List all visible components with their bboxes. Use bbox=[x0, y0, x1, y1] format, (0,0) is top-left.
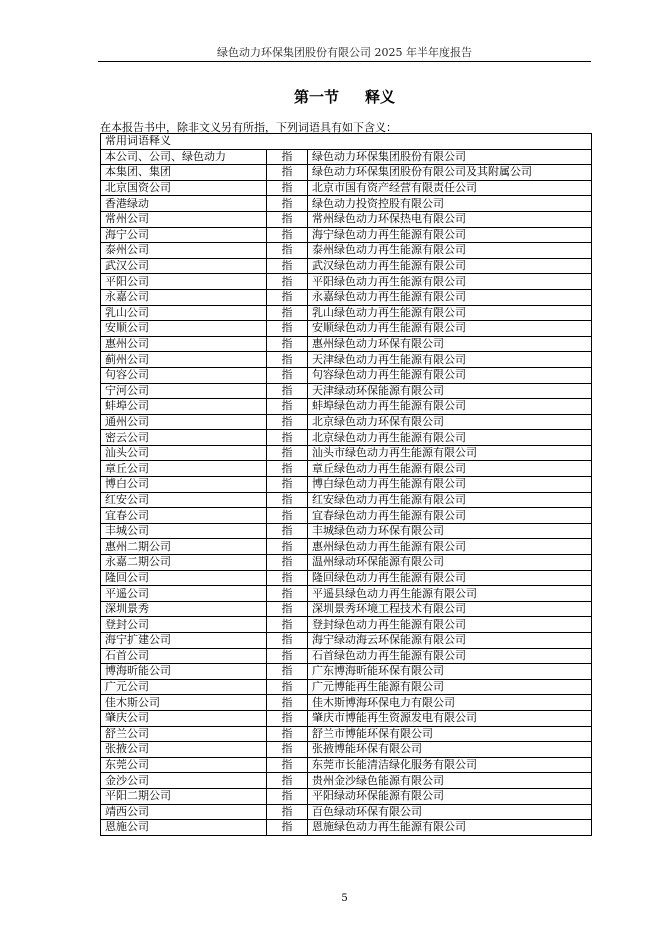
term-cell: 平遥公司 bbox=[101, 586, 267, 602]
zhi-cell: 指 bbox=[267, 196, 308, 212]
table-row bbox=[101, 820, 592, 836]
definition-cell: 海宁绿色动力再生能源有限公司 bbox=[308, 227, 592, 243]
definition-cell: 温州绿动环保能源有限公司 bbox=[308, 555, 592, 571]
definition-cell: 乳山绿色动力再生能源有限公司 bbox=[308, 305, 592, 321]
definition-cell: 北京绿色动力环保有限公司 bbox=[308, 414, 592, 430]
zhi-cell: 指 bbox=[267, 788, 308, 804]
zhi-cell: 指 bbox=[267, 211, 308, 227]
term-cell: 博海昕能公司 bbox=[101, 664, 267, 680]
term-cell: 红安公司 bbox=[101, 492, 267, 508]
definition-cell: 深圳景秀环境工程技术有限公司 bbox=[308, 601, 592, 617]
definition-cell: 广东博海昕能环保有限公司 bbox=[308, 664, 592, 680]
zhi-cell: 指 bbox=[267, 757, 308, 773]
definition-cell: 平阳绿色动力再生能源有限公司 bbox=[308, 274, 592, 290]
term-cell: 安顺公司 bbox=[101, 321, 267, 337]
zhi-cell: 指 bbox=[267, 523, 308, 539]
definition-cell: 石首绿色动力再生能源有限公司 bbox=[308, 648, 592, 664]
table-row bbox=[101, 352, 592, 368]
table-row bbox=[101, 539, 592, 555]
definition-cell: 百色绿动环保有限公司 bbox=[308, 804, 592, 820]
zhi-cell: 指 bbox=[267, 820, 308, 836]
zhi-cell: 指 bbox=[267, 804, 308, 820]
zhi-cell: 指 bbox=[267, 555, 308, 571]
section-number: 第一节 bbox=[293, 88, 339, 106]
zhi-cell: 指 bbox=[267, 710, 308, 726]
table-row bbox=[101, 804, 592, 820]
table-row bbox=[101, 601, 592, 617]
term-cell: 广元公司 bbox=[101, 679, 267, 695]
zhi-cell: 指 bbox=[267, 165, 308, 181]
definition-cell: 北京市国有资产经营有限责任公司 bbox=[308, 180, 592, 196]
table-row bbox=[101, 258, 592, 274]
zhi-cell: 指 bbox=[267, 352, 308, 368]
definition-cell: 武汉绿色动力再生能源有限公司 bbox=[308, 258, 592, 274]
table-row bbox=[101, 648, 592, 664]
zhi-cell: 指 bbox=[267, 508, 308, 524]
definition-cell: 肇庆市博能再生资源发电有限公司 bbox=[308, 710, 592, 726]
definition-cell: 永嘉绿色动力再生能源有限公司 bbox=[308, 289, 592, 305]
term-cell: 本集团、集团 bbox=[101, 165, 267, 181]
table-row bbox=[101, 165, 592, 181]
zhi-cell: 指 bbox=[267, 258, 308, 274]
report-header: 绿色动力环保集团股份有限公司 2025 年半年度报告 bbox=[217, 46, 472, 59]
zhi-cell: 指 bbox=[267, 664, 308, 680]
zhi-cell: 指 bbox=[267, 336, 308, 352]
zhi-cell: 指 bbox=[267, 539, 308, 555]
table-row bbox=[101, 477, 592, 493]
term-cell: 密云公司 bbox=[101, 430, 267, 446]
term-cell: 句容公司 bbox=[101, 367, 267, 383]
table-caption: 常用词语释义 bbox=[101, 134, 592, 150]
zhi-cell: 指 bbox=[267, 601, 308, 617]
term-cell: 肇庆公司 bbox=[101, 710, 267, 726]
table-row bbox=[101, 305, 592, 321]
term-cell: 博白公司 bbox=[101, 477, 267, 493]
table-row bbox=[101, 555, 592, 571]
definition-cell: 绿色动力环保集团股份有限公司及其附属公司 bbox=[308, 165, 592, 181]
table-row bbox=[101, 149, 592, 165]
term-cell: 海宁扩建公司 bbox=[101, 633, 267, 649]
term-cell: 东莞公司 bbox=[101, 757, 267, 773]
zhi-cell: 指 bbox=[267, 399, 308, 415]
intro-text: 在本报告书中，除非文义另有所指，下列词语具有如下含义： bbox=[100, 121, 397, 134]
zhi-cell: 指 bbox=[267, 305, 308, 321]
table-row bbox=[101, 196, 592, 212]
definition-cell: 安顺绿色动力再生能源有限公司 bbox=[308, 321, 592, 337]
term-cell: 惠州二期公司 bbox=[101, 539, 267, 555]
definition-cell: 恩施绿色动力再生能源有限公司 bbox=[308, 820, 592, 836]
definition-cell: 平遥县绿色动力再生能源有限公司 bbox=[308, 586, 592, 602]
definition-cell: 章丘绿色动力再生能源有限公司 bbox=[308, 461, 592, 477]
term-cell: 北京国资公司 bbox=[101, 180, 267, 196]
table-row bbox=[101, 399, 592, 415]
table-row bbox=[101, 523, 592, 539]
definition-cell: 舒兰市博能环保有限公司 bbox=[308, 726, 592, 742]
zhi-cell: 指 bbox=[267, 274, 308, 290]
zhi-cell: 指 bbox=[267, 383, 308, 399]
zhi-cell: 指 bbox=[267, 742, 308, 758]
term-cell: 平阳二期公司 bbox=[101, 788, 267, 804]
term-cell: 宜春公司 bbox=[101, 508, 267, 524]
definition-cell: 贵州金沙绿色能源有限公司 bbox=[308, 773, 592, 789]
table-row bbox=[101, 336, 592, 352]
section-name: 释义 bbox=[365, 88, 396, 106]
term-cell: 武汉公司 bbox=[101, 258, 267, 274]
header-rule bbox=[98, 61, 591, 62]
table-row bbox=[101, 445, 592, 461]
definition-cell: 广元博能再生能源有限公司 bbox=[308, 679, 592, 695]
term-cell: 常州公司 bbox=[101, 211, 267, 227]
table-row bbox=[101, 586, 592, 602]
table-row bbox=[101, 695, 592, 711]
table-row bbox=[101, 274, 592, 290]
zhi-cell: 指 bbox=[267, 633, 308, 649]
table-row bbox=[101, 430, 592, 446]
definition-cell: 绿色动力投资控股有限公司 bbox=[308, 196, 592, 212]
term-cell: 石首公司 bbox=[101, 648, 267, 664]
zhi-cell: 指 bbox=[267, 492, 308, 508]
zhi-cell: 指 bbox=[267, 430, 308, 446]
term-cell: 深圳景秀 bbox=[101, 601, 267, 617]
table-row bbox=[101, 289, 592, 305]
definition-cell: 句容绿色动力再生能源有限公司 bbox=[308, 367, 592, 383]
table-row bbox=[101, 633, 592, 649]
term-cell: 金沙公司 bbox=[101, 773, 267, 789]
table-row bbox=[101, 461, 592, 477]
table-row bbox=[101, 757, 592, 773]
definition-cell: 丰城绿色动力环保有限公司 bbox=[308, 523, 592, 539]
table-caption-row bbox=[101, 134, 592, 150]
definition-cell: 天津绿动环保能源有限公司 bbox=[308, 383, 592, 399]
term-cell: 章丘公司 bbox=[101, 461, 267, 477]
definition-cell: 宜春绿色动力再生能源有限公司 bbox=[308, 508, 592, 524]
zhi-cell: 指 bbox=[267, 289, 308, 305]
term-cell: 张掖公司 bbox=[101, 742, 267, 758]
term-cell: 蓟州公司 bbox=[101, 352, 267, 368]
zhi-cell: 指 bbox=[267, 243, 308, 259]
zhi-cell: 指 bbox=[267, 648, 308, 664]
zhi-cell: 指 bbox=[267, 180, 308, 196]
table-row bbox=[101, 679, 592, 695]
zhi-cell: 指 bbox=[267, 477, 308, 493]
definition-cell: 登封绿色动力再生能源有限公司 bbox=[308, 617, 592, 633]
term-cell: 靖西公司 bbox=[101, 804, 267, 820]
term-cell: 恩施公司 bbox=[101, 820, 267, 836]
table-row bbox=[101, 742, 592, 758]
term-cell: 通州公司 bbox=[101, 414, 267, 430]
definition-cell: 海宁绿动海云环保能源有限公司 bbox=[308, 633, 592, 649]
definition-cell: 平阳绿动环保能源有限公司 bbox=[308, 788, 592, 804]
term-cell: 惠州公司 bbox=[101, 336, 267, 352]
definition-cell: 隆回绿色动力再生能源有限公司 bbox=[308, 570, 592, 586]
definition-cell: 张掖博能环保有限公司 bbox=[308, 742, 592, 758]
definition-cell: 北京绿色动力再生能源有限公司 bbox=[308, 430, 592, 446]
definition-cell: 惠州绿色动力环保有限公司 bbox=[308, 336, 592, 352]
zhi-cell: 指 bbox=[267, 695, 308, 711]
zhi-cell: 指 bbox=[267, 461, 308, 477]
definition-cell: 汕头市绿色动力再生能源有限公司 bbox=[308, 445, 592, 461]
term-cell: 永嘉公司 bbox=[101, 289, 267, 305]
table-row bbox=[101, 726, 592, 742]
definition-cell: 东莞市长能清洁绿化服务有限公司 bbox=[308, 757, 592, 773]
definition-cell: 绿色动力环保集团股份有限公司 bbox=[308, 149, 592, 165]
term-cell: 本公司、公司、绿色动力 bbox=[101, 149, 267, 165]
zhi-cell: 指 bbox=[267, 679, 308, 695]
term-cell: 乳山公司 bbox=[101, 305, 267, 321]
table-row bbox=[101, 414, 592, 430]
zhi-cell: 指 bbox=[267, 445, 308, 461]
definition-cell: 博白绿色动力再生能源有限公司 bbox=[308, 477, 592, 493]
zhi-cell: 指 bbox=[267, 570, 308, 586]
definition-cell: 红安绿色动力再生能源有限公司 bbox=[308, 492, 592, 508]
term-cell: 隆回公司 bbox=[101, 570, 267, 586]
table-row bbox=[101, 710, 592, 726]
term-cell: 蚌埠公司 bbox=[101, 399, 267, 415]
zhi-cell: 指 bbox=[267, 149, 308, 165]
term-cell: 舒兰公司 bbox=[101, 726, 267, 742]
term-cell: 丰城公司 bbox=[101, 523, 267, 539]
definition-cell: 惠州绿色动力再生能源有限公司 bbox=[308, 539, 592, 555]
term-cell: 平阳公司 bbox=[101, 274, 267, 290]
zhi-cell: 指 bbox=[267, 726, 308, 742]
zhi-cell: 指 bbox=[267, 586, 308, 602]
table-row bbox=[101, 321, 592, 337]
term-cell: 永嘉二期公司 bbox=[101, 555, 267, 571]
term-cell: 海宁公司 bbox=[101, 227, 267, 243]
table-row bbox=[101, 383, 592, 399]
term-cell: 香港绿动 bbox=[101, 196, 267, 212]
definition-cell: 蚌埠绿色动力再生能源有限公司 bbox=[308, 399, 592, 415]
table-row bbox=[101, 227, 592, 243]
definitions-table bbox=[100, 133, 592, 836]
table-row bbox=[101, 243, 592, 259]
term-cell: 登封公司 bbox=[101, 617, 267, 633]
table-row bbox=[101, 664, 592, 680]
zhi-cell: 指 bbox=[267, 367, 308, 383]
table-row bbox=[101, 773, 592, 789]
zhi-cell: 指 bbox=[267, 227, 308, 243]
zhi-cell: 指 bbox=[267, 414, 308, 430]
table-row bbox=[101, 570, 592, 586]
zhi-cell: 指 bbox=[267, 773, 308, 789]
page-number: 5 bbox=[341, 893, 348, 904]
definition-cell: 泰州绿色动力再生能源有限公司 bbox=[308, 243, 592, 259]
definition-cell: 常州绿色动力环保热电有限公司 bbox=[308, 211, 592, 227]
table-row bbox=[101, 788, 592, 804]
definition-cell: 佳木斯博海环保电力有限公司 bbox=[308, 695, 592, 711]
section-title bbox=[98, 86, 591, 107]
term-cell: 佳木斯公司 bbox=[101, 695, 267, 711]
table-row bbox=[101, 617, 592, 633]
table-row bbox=[101, 508, 592, 524]
term-cell: 汕头公司 bbox=[101, 445, 267, 461]
table-row bbox=[101, 367, 592, 383]
table-row bbox=[101, 180, 592, 196]
definition-cell: 天津绿色动力再生能源有限公司 bbox=[308, 352, 592, 368]
zhi-cell: 指 bbox=[267, 617, 308, 633]
term-cell: 宁河公司 bbox=[101, 383, 267, 399]
table-row bbox=[101, 492, 592, 508]
zhi-cell: 指 bbox=[267, 321, 308, 337]
table-row bbox=[101, 211, 592, 227]
term-cell: 泰州公司 bbox=[101, 243, 267, 259]
